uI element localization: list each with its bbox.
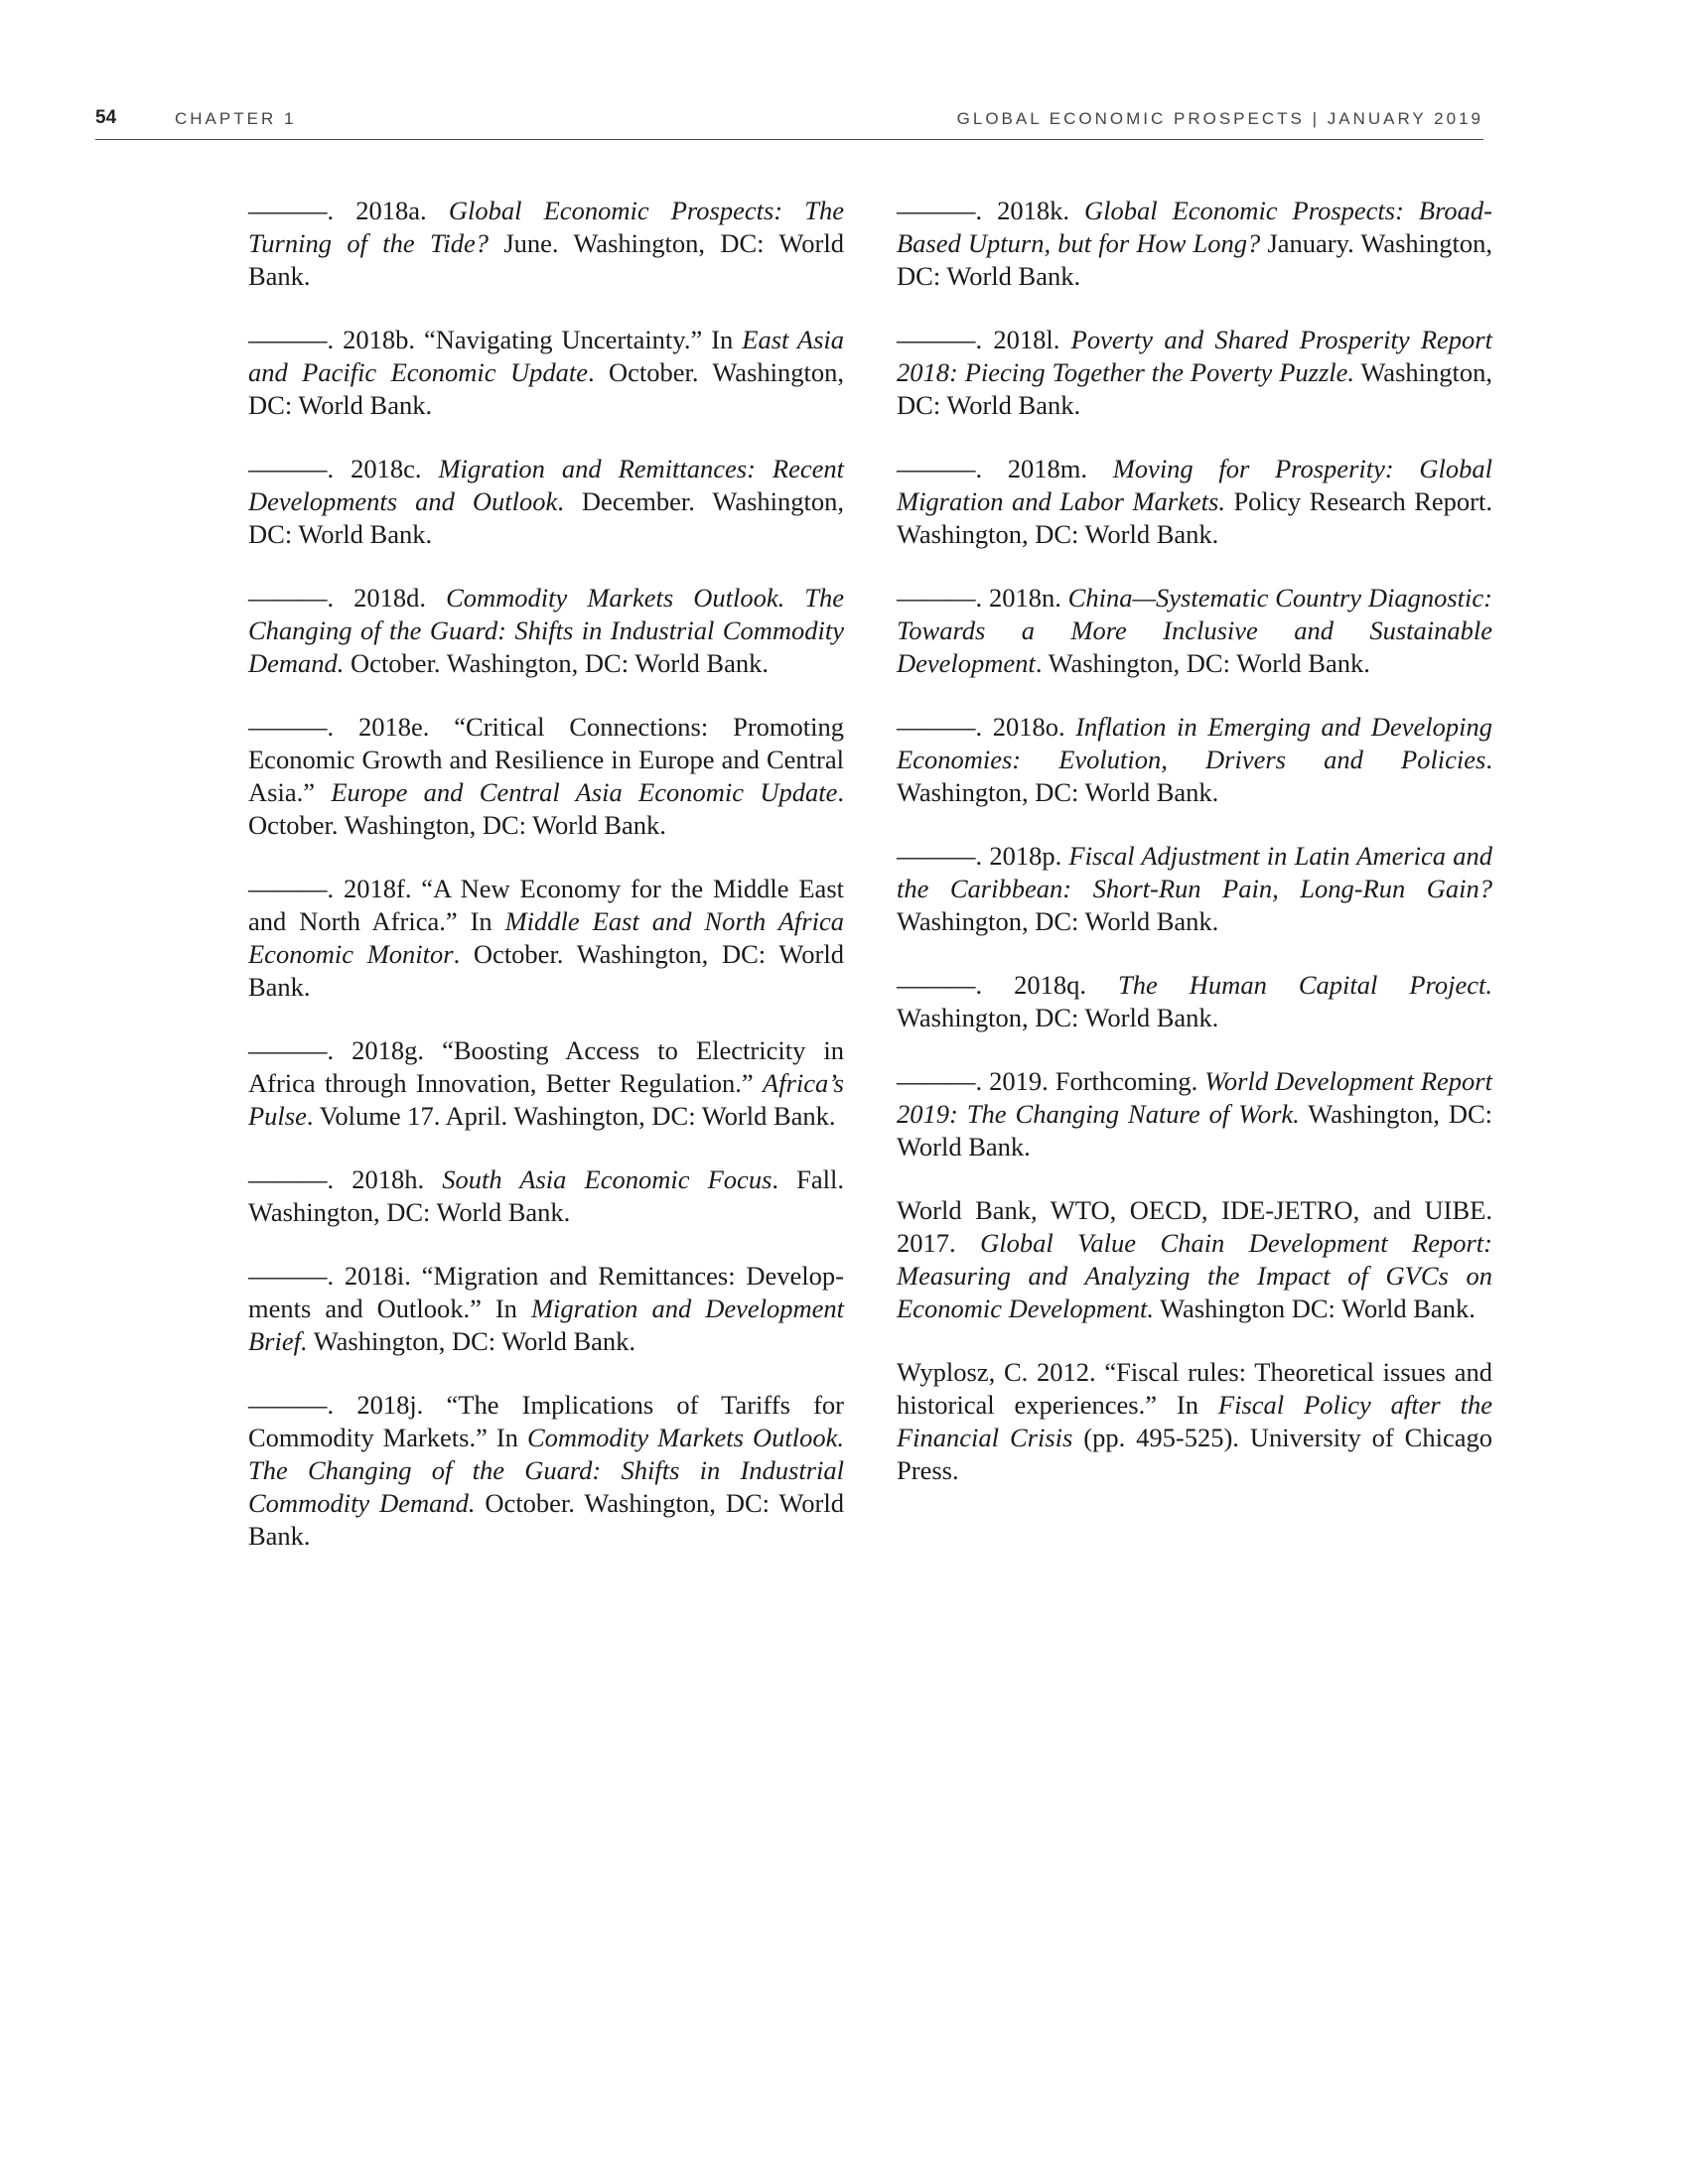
reference-title: Poverty and Shared Prosperity Report 2018: Piecing Together the Poverty Puzzle.: [897, 325, 1492, 387]
reference-text: ———. 2018g. “Boosting Access to Electricity in Africa through Innovation, Better Regulation.”: [248, 1035, 844, 1098]
reference-text: . October. Washington, DC: World Bank.: [248, 777, 844, 840]
reference-text: October. Washington, DC: World Bank.: [248, 1488, 844, 1551]
reference-text: ———. 2018l.: [897, 325, 1071, 354]
reference-text: Washington DC: World Bank.: [1154, 1294, 1476, 1323]
reference-text: Washington, DC: World Bank.: [897, 906, 1219, 936]
reference-title: Africa’s Pulse: [248, 1068, 844, 1131]
reference-text: ———. 2018m.: [897, 454, 1113, 483]
reference-entry: [897, 1356, 1492, 1487]
reference-title: Europe and Central Asia Economic Update: [331, 777, 838, 807]
reference-text: ———. 2018p.: [897, 841, 1069, 871]
reference-text: ———. 2018c.: [248, 454, 439, 483]
reference-entry: [897, 324, 1492, 422]
reference-text: (pp. 495-525). University of Chicago Press.: [897, 1423, 1492, 1485]
reference-title: Global Economic Prospects: Broad-Based Upturn, but for How Long?: [897, 196, 1492, 258]
reference-title: Fiscal Policy after the Financial Crisis: [897, 1390, 1492, 1452]
reference-text: ———. 2018a.: [248, 196, 449, 225]
reference-entry: [897, 195, 1492, 293]
running-title: GLOBAL ECONOMIC PROSPECTS | JANUARY 2019: [956, 109, 1483, 128]
reference-title: Commodity Markets Outlook. The Changing of the Guard: Shifts in Industrial Commodity Demand.: [248, 583, 844, 678]
page-header: [95, 103, 1483, 140]
reference-text: . December. Washington, DC: World Bank.: [248, 486, 844, 549]
reference-text: ———. 2018d.: [248, 583, 447, 613]
reference-text: . October. Washington, DC: World Bank.: [248, 939, 844, 1002]
reference-title: Moving for Prosperity: Global Migration and Labor Markets.: [897, 454, 1492, 516]
reference-entry: [248, 1389, 844, 1553]
reference-text: . Washington, DC: World Bank.: [897, 745, 1492, 807]
reference-text: June. Washington, DC: World Bank.: [248, 228, 844, 291]
reference-title: China—Systematic Country Diagnostic: Towards a More Inclusive and Sustainable Development: [897, 583, 1492, 678]
reference-title: East Asia and Pacific Economic Update: [248, 325, 844, 387]
reference-entry: [897, 1065, 1492, 1163]
reference-text: Washington, DC: World Bank.: [897, 1099, 1492, 1161]
reference-entry: [897, 969, 1492, 1034]
reference-entry: [248, 711, 844, 842]
reference-text: January. Washington, DC: World Bank.: [897, 228, 1492, 291]
reference-entry: [897, 840, 1492, 938]
reference-title: Migration and Development Brief.: [248, 1294, 845, 1356]
reference-title: Global Value Chain Development Report: Measuring and Analyzing the Impact of GVCs on Economic Development.: [897, 1228, 1492, 1323]
reference-text: ———. 2018q.: [897, 970, 1119, 1000]
reference-entry: [248, 582, 844, 680]
reference-title: Middle East and North Africa Economic Monitor: [248, 906, 844, 969]
reference-entry: [248, 1034, 844, 1133]
reference-title: Global Economic Prospects: The Turning of the Tide?: [248, 196, 844, 258]
reference-entry: [248, 453, 844, 551]
reference-text: Washington, DC: World Bank.: [897, 1003, 1219, 1032]
page-number: 54: [95, 107, 117, 128]
reference-entry: [897, 711, 1492, 809]
chapter-label: CHAPTER 1: [175, 109, 297, 128]
reference-title: Commodity Markets Outlook. The Changing of the Guard: Shifts in Industrial Commodity Demand.: [248, 1423, 844, 1518]
reference-text: ———. 2018n.: [897, 583, 1068, 613]
reference-title: The Human Capital Project.: [1118, 970, 1492, 1000]
reference-text: . October. Washington, DC: World Bank.: [248, 357, 844, 420]
reference-title: Fiscal Adjustment in Latin America and the Caribbean: Short-Run Pain, Long-Run Gain?: [897, 841, 1493, 903]
reference-text: ———. 2019. Forthcoming.: [897, 1066, 1205, 1096]
reference-entry: [897, 453, 1492, 551]
reference-entry: [248, 195, 844, 293]
reference-text: . Volume 17. April. Washington, DC: World Bank.: [306, 1101, 836, 1131]
reference-text: . Washington, DC: World Bank.: [1035, 648, 1370, 678]
reference-text: ———. 2018i. “Migration and Remittances: Develop-ments and Outlook.” In: [248, 1261, 844, 1323]
reference-title: South Asia Economic Focus: [442, 1164, 773, 1194]
reference-text: ———. 2018j. “The Implications of Tariffs for Commodity Markets.” In: [248, 1390, 844, 1452]
reference-title: Migration and Remittances: Recent Developments and Outlook: [248, 454, 844, 516]
reference-text: ———. 2018e. “Critical Connections: Promoting Economic Growth and Resilience in Europe and Central Asia.”: [248, 712, 844, 807]
reference-title: World Development Report 2019: The Changing Nature of Work.: [897, 1066, 1492, 1129]
reference-entry: [248, 324, 844, 422]
reference-entry: [897, 582, 1492, 680]
reference-title: Inflation in Emerging and Developing Economies: Evolution, Drivers and Policies: [897, 712, 1492, 774]
reference-text: ———. 2018k.: [897, 196, 1084, 225]
reference-text: World Bank, WTO, OECD, IDE-JETRO, and UIBE. 2017.: [897, 1195, 1492, 1258]
reference-text: October. Washington, DC: World Bank.: [344, 648, 769, 678]
references-left-column: [248, 195, 844, 1583]
reference-text: Washington, DC: World Bank.: [897, 357, 1492, 420]
reference-text: ———. 2018h.: [248, 1164, 443, 1194]
reference-text: ———. 2018f. “A New Economy for the Middle East and North Africa.” In: [248, 874, 844, 936]
reference-entry: [897, 1194, 1492, 1325]
reference-text: Policy Research Report. Washington, DC: World Bank.: [897, 486, 1492, 549]
reference-text: ———. 2018o.: [897, 712, 1076, 742]
references-right-column: [897, 195, 1492, 1518]
reference-entry: [248, 1260, 844, 1358]
reference-entry: [248, 873, 844, 1004]
reference-text: Washington, DC: World Bank.: [307, 1326, 636, 1356]
reference-text: ———. 2018b. “Navigating Uncertainty.” In: [248, 325, 743, 354]
reference-text: . Fall. Washington, DC: World Bank.: [248, 1164, 844, 1227]
reference-entry: [248, 1163, 844, 1229]
reference-text: Wyplosz, C. 2012. “Fiscal rules: Theoretical issues and historical experiences.” In: [897, 1357, 1492, 1420]
